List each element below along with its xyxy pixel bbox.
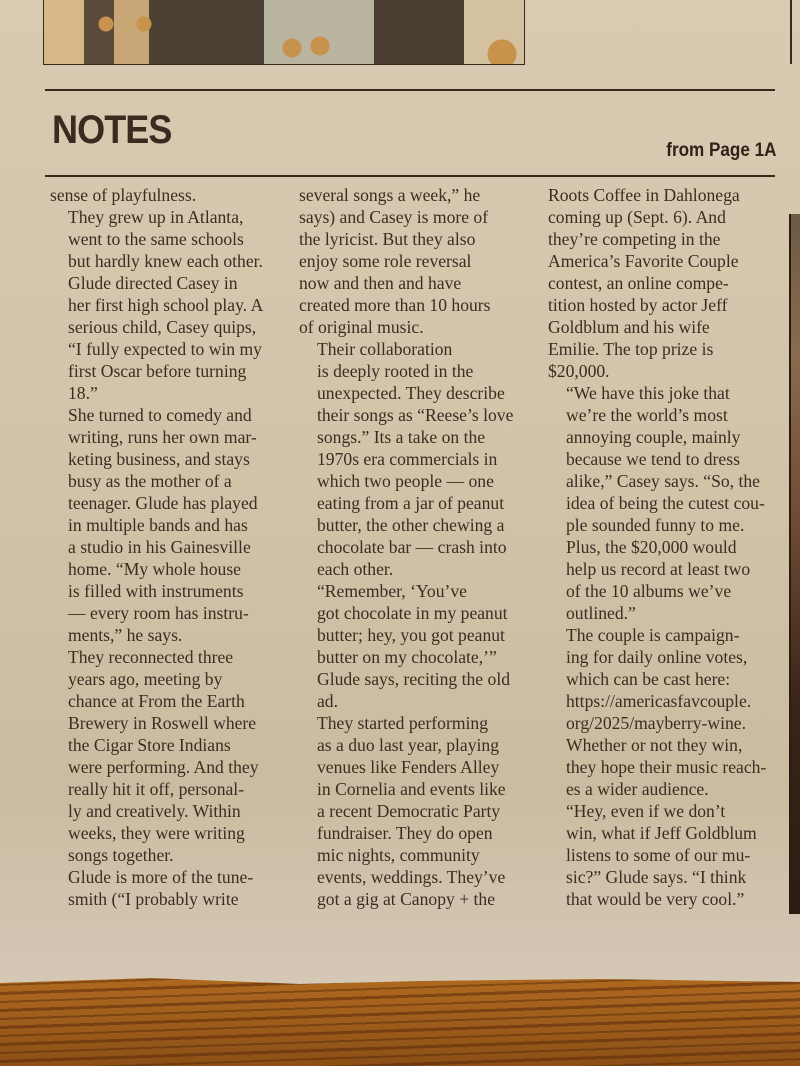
text-line: America’s Favorite Couple — [548, 251, 739, 271]
text-line: keting business, and stays — [68, 449, 250, 469]
text-line: fundraiser. They do open — [317, 823, 493, 843]
text-line: butter; hey, you got peanut — [317, 625, 505, 645]
text-line: “Hey, even if we don’t — [566, 801, 726, 821]
text-line: Glude directed Casey in — [68, 273, 238, 293]
article-column-3 — [548, 184, 784, 910]
article-paragraph — [548, 800, 784, 910]
text-line: sense of playfulness. — [50, 185, 197, 205]
article-paragraph — [50, 404, 286, 646]
article-paragraph — [548, 184, 784, 382]
text-line: each other. — [317, 559, 394, 579]
jump-line: from Page 1A — [665, 140, 776, 161]
text-line: es a wider audience. — [566, 779, 709, 799]
section-bottom-rule — [45, 175, 775, 177]
section-top-rule — [45, 89, 775, 91]
text-line: now and then and have — [299, 273, 462, 293]
text-line: home. “My whole house — [68, 559, 241, 579]
text-line: butter, the other chewing a — [317, 515, 505, 535]
text-line: alike,” Casey says. “So, the — [566, 471, 760, 491]
text-line: were performing. And they — [68, 757, 259, 777]
text-line: eating from a jar of peanut — [317, 493, 505, 513]
text-line: in Cornelia and events like — [317, 779, 506, 799]
text-line: writing, runs her own mar- — [68, 427, 257, 447]
text-line: her first high school play. A — [68, 295, 264, 315]
text-line: chocolate bar — crash into — [317, 537, 507, 557]
text-line: they hope their music reach- — [566, 757, 767, 777]
text-line: tition hosted by actor Jeff — [548, 295, 728, 315]
text-line: butter on my chocolate,’” — [317, 647, 497, 667]
text-line: of the 10 albums we’ve — [566, 581, 732, 601]
text-line: says) and Casey is more of — [299, 207, 489, 227]
text-line: mic nights, community — [317, 845, 480, 865]
column-divider — [790, 0, 792, 64]
text-line: really hit it off, personal- — [68, 779, 245, 799]
text-line: of original music. — [299, 317, 424, 337]
text-line: Roots Coffee in Dahlonega — [548, 185, 740, 205]
text-line: — every room has instru- — [68, 603, 249, 623]
text-line: is filled with instruments — [68, 581, 244, 601]
text-line: because we tend to dress — [566, 449, 740, 469]
text-line: chance at From the Earth — [68, 691, 245, 711]
article-paragraph — [299, 580, 535, 712]
article-paragraph — [548, 734, 784, 800]
text-line: ple sounded funny to me. — [566, 515, 745, 535]
text-line: The couple is campaign- — [566, 625, 740, 645]
text-line: win, what if Jeff Goldblum — [566, 823, 757, 843]
text-line: the lyricist. But they also — [299, 229, 476, 249]
text-line: ing for daily online votes, — [566, 647, 748, 667]
text-line: contest, an online compe- — [548, 273, 729, 293]
article-paragraph — [299, 712, 535, 910]
text-line: events, weddings. They’ve — [317, 867, 506, 887]
text-line: enjoy some role reversal — [299, 251, 472, 271]
article-paragraph — [50, 184, 286, 206]
text-line: we’re the world’s most — [566, 405, 728, 425]
text-line: “Remember, ‘You’ve — [317, 581, 467, 601]
text-line: songs together. — [68, 845, 174, 865]
text-line: listens to some of our mu- — [566, 845, 751, 865]
text-line: Glude is more of the tune- — [68, 867, 254, 887]
text-line: the Cigar Store Indians — [68, 735, 231, 755]
top-photo-image — [43, 0, 525, 65]
text-line: sic?” Glude says. “I think — [566, 867, 747, 887]
article-paragraph — [50, 866, 286, 910]
text-line: Whether or not they win, — [566, 735, 743, 755]
article-paragraph — [299, 338, 535, 580]
text-line: that would be very cool.” — [566, 889, 745, 909]
text-line: which can be cast here: — [566, 669, 731, 689]
text-line: outlined.” — [566, 603, 636, 623]
text-line: ments,” he says. — [68, 625, 183, 645]
side-photo-image — [789, 214, 800, 914]
text-line: She turned to comedy and — [68, 405, 252, 425]
text-line: smith (“I probably write — [68, 889, 239, 909]
text-line: They reconnected three — [68, 647, 234, 667]
article-column-1 — [50, 184, 286, 910]
text-line: Goldblum and his wife — [548, 317, 710, 337]
text-line: coming up (Sept. 6). And — [548, 207, 726, 227]
article-paragraph — [50, 646, 286, 866]
article-paragraph — [548, 382, 784, 624]
text-line: “I fully expected to win my — [68, 339, 262, 359]
text-line: a recent Democratic Party — [317, 801, 501, 821]
text-line: Brewery in Roswell where — [68, 713, 257, 733]
text-line: ly and creatively. Within — [68, 801, 241, 821]
text-line: annoying couple, mainly — [566, 427, 741, 447]
text-line: as a duo last year, playing — [317, 735, 500, 755]
text-line: 1970s era commercials in — [317, 449, 498, 469]
article-paragraph — [50, 206, 286, 404]
text-line: help us record at least two — [566, 559, 751, 579]
text-line: venues like Fenders Alley — [317, 757, 500, 777]
text-line: got chocolate in my peanut — [317, 603, 508, 623]
text-line: years ago, meeting by — [68, 669, 223, 689]
text-line: org/2025/mayberry-wine. — [566, 713, 746, 733]
text-line: $20,000. — [548, 361, 610, 381]
text-line: Glude says, reciting the old — [317, 669, 510, 689]
text-line: teenager. Glude has played — [68, 493, 258, 513]
text-line: Their collaboration — [317, 339, 453, 359]
text-line: is deeply rooted in the — [317, 361, 474, 381]
text-line: ad. — [317, 691, 339, 711]
text-line: “We have this joke that — [566, 383, 730, 403]
text-line: a studio in his Gainesville — [68, 537, 251, 557]
wood-table-surface — [0, 975, 800, 1066]
article-column-2 — [299, 184, 535, 910]
text-line: Emilie. The top prize is — [548, 339, 714, 359]
text-line: 18.” — [68, 383, 98, 403]
article-paragraph — [299, 184, 535, 338]
text-line: weeks, they were writing — [68, 823, 245, 843]
text-line: They started performing — [317, 713, 488, 733]
text-line: unexpected. They describe — [317, 383, 505, 403]
text-line: songs.” Its a take on the — [317, 427, 486, 447]
text-line: went to the same schools — [68, 229, 244, 249]
text-line: they’re competing in the — [548, 229, 721, 249]
text-line: got a gig at Canopy + the — [317, 889, 496, 909]
text-line: which two people — one — [317, 471, 494, 491]
text-line: busy as the mother of a — [68, 471, 232, 491]
text-line: https://americasfavcouple. — [566, 691, 752, 711]
text-line: created more than 10 hours — [299, 295, 491, 315]
article-paragraph — [548, 624, 784, 734]
text-line: their songs as “Reese’s love — [317, 405, 514, 425]
text-line: Plus, the $20,000 would — [566, 537, 737, 557]
text-line: first Oscar before turning — [68, 361, 247, 381]
text-line: idea of being the cutest cou- — [566, 493, 765, 513]
text-line: in multiple bands and has — [68, 515, 248, 535]
text-line: several songs a week,” he — [299, 185, 481, 205]
text-line: They grew up in Atlanta, — [68, 207, 244, 227]
text-line: serious child, Casey quips, — [68, 317, 257, 337]
text-line: but hardly knew each other. — [68, 251, 263, 271]
section-title: NOTES — [52, 108, 172, 152]
